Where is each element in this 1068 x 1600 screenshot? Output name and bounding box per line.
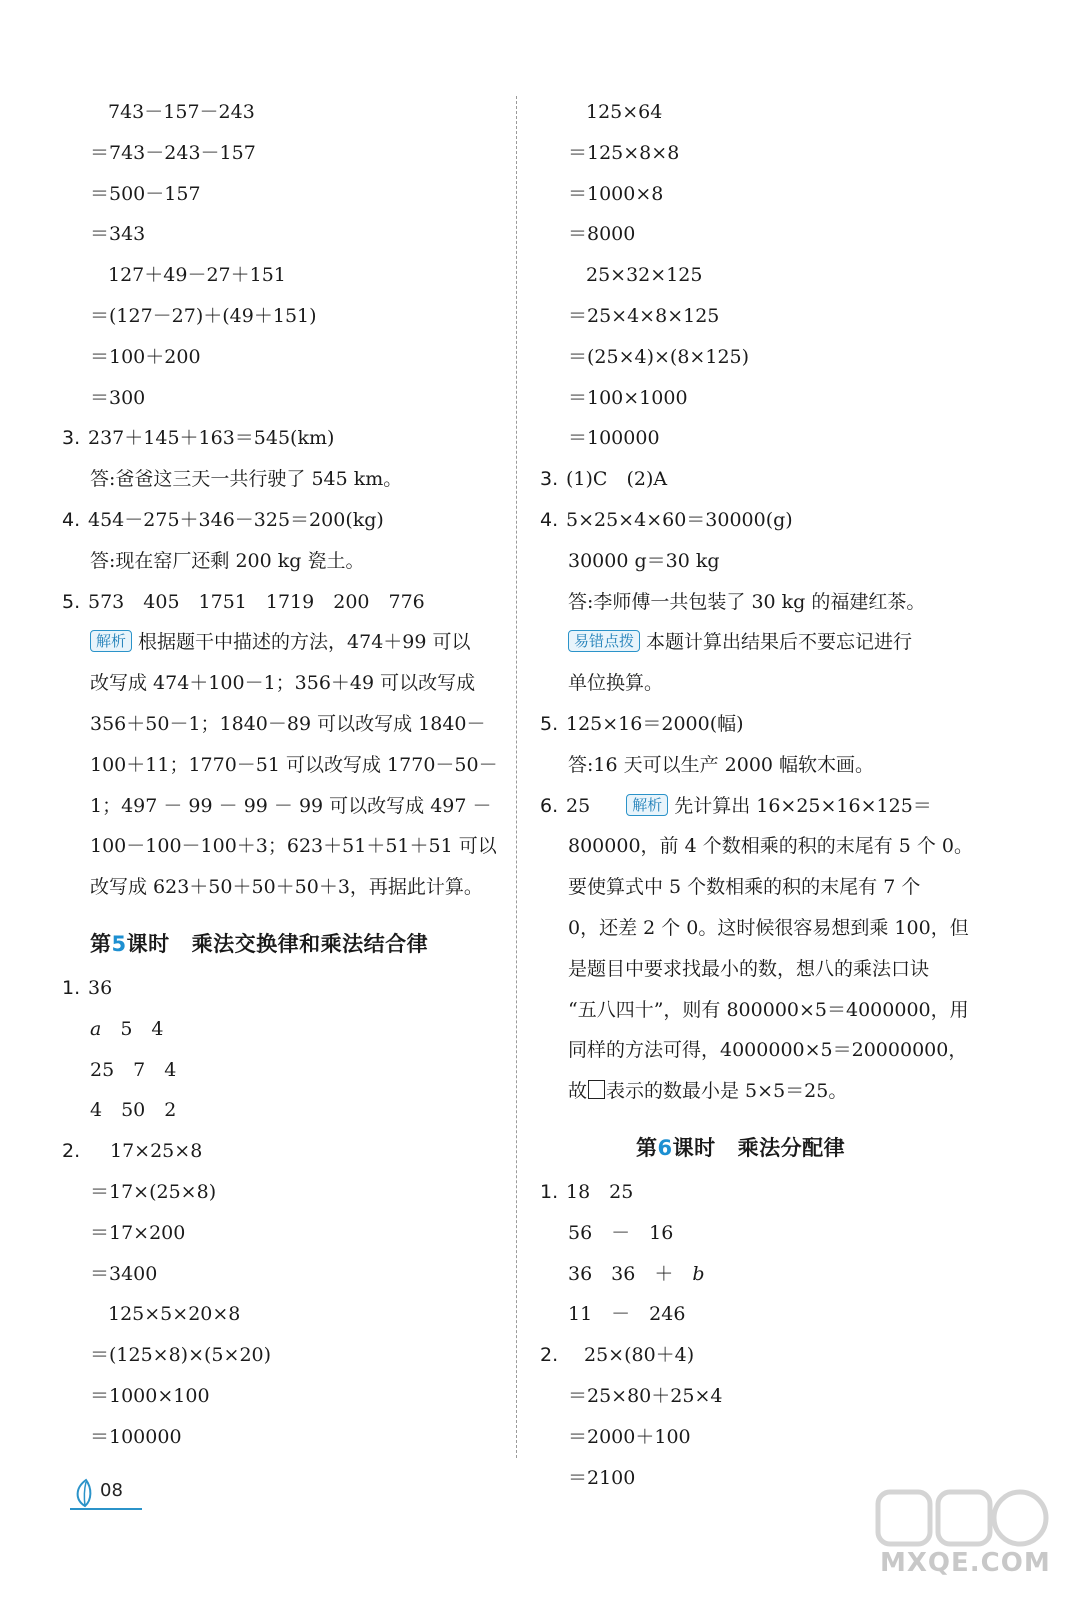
calc-block: [540, 92, 980, 255]
question-number: 5.: [62, 590, 81, 613]
heading-number: 6: [657, 1135, 673, 1160]
question-6: [540, 786, 980, 1112]
question-number: 5.: [540, 712, 559, 735]
answer-values: 36: [88, 976, 113, 999]
question-4: [62, 500, 512, 582]
heading-number: 5: [111, 931, 127, 956]
leaf-icon: [72, 1478, 98, 1508]
calc-line: ＝100＋200: [90, 345, 201, 368]
calc-line: ＝500－157: [90, 182, 201, 205]
answer-text: 答:现在窑厂还剩 200 kg 瓷土。: [90, 549, 365, 572]
analysis-line: [540, 1071, 980, 1112]
answer-row: 36 36 ＋ 𝑏: [568, 1262, 705, 1285]
calc-line: 25×32×125: [586, 264, 703, 287]
analysis-line: “五八四十”，则有 800000×5＝4000000，用: [568, 998, 969, 1021]
calc-line: ＝17×(25×8): [90, 1180, 217, 1203]
answer-values: (1)C (2)A: [566, 468, 668, 491]
calc-line: ＝100×1000: [568, 386, 688, 409]
question-4: [540, 500, 980, 704]
page-number: 08: [100, 1480, 123, 1501]
heading-suffix: 课时: [126, 931, 170, 956]
calc-line: ＝1000×8: [568, 182, 664, 205]
analysis-line: 根据题干中描述的方法，474＋99 可以: [138, 631, 471, 654]
calc-line: ＝100000: [568, 427, 660, 450]
question-number: 3.: [62, 427, 81, 450]
question-3: [540, 459, 980, 500]
answer-values: 25: [566, 794, 591, 817]
question-number: 1.: [540, 1180, 559, 1203]
calc-line: 17×25×8: [110, 1140, 203, 1163]
calc-block: [62, 92, 512, 255]
equation: 237＋145＋163＝545(km): [88, 427, 335, 450]
calc-line: ＝25×80＋25×4: [568, 1384, 723, 1407]
heading-title: 乘法分配律: [737, 1135, 846, 1160]
calc-line: ＝8000: [568, 223, 636, 246]
analysis-line: 356＋50－1；1840－89 可以改写成 1840－: [90, 712, 486, 735]
question-number: 3.: [540, 468, 559, 491]
question-number: 2.: [540, 1344, 559, 1367]
conversion-line: 30000 g＝30 kg: [568, 549, 720, 572]
calc-line: ＝1000×100: [90, 1384, 210, 1407]
calc-line: ＝100000: [90, 1425, 182, 1448]
analysis-line: 100＋11；1770－51 可以改写成 1770－50－: [90, 753, 498, 776]
calc-line: ＝125×8×8: [568, 141, 680, 164]
l6-question-1: [540, 1172, 980, 1335]
calc-line: 743－157－243: [108, 101, 255, 123]
calc-line: ＝743－243－157: [90, 141, 256, 164]
analysis-tag: 解析: [90, 630, 132, 652]
answer-text: 答:16 天可以生产 2000 幅软木画。: [568, 753, 875, 776]
column-divider: [516, 96, 517, 1458]
calc-line: 125×64: [586, 101, 663, 123]
calc-line: ＝2000＋100: [568, 1425, 691, 1448]
l5-question-2: [62, 1131, 512, 1457]
answer-values: 573 405 1751 1719 200 776: [88, 590, 425, 613]
watermark-text: MXQE.COM: [880, 1548, 1051, 1578]
calc-line: 127＋49－27＋151: [108, 264, 286, 287]
answer-text: 答:爸爸这三天一共行驶了 545 km。: [90, 468, 403, 491]
calc-line: ＝3400: [90, 1262, 158, 1285]
answer-text: 答:李师傅一共包装了 30 kg 的福建红茶。: [568, 590, 926, 613]
right-column: [540, 92, 980, 1498]
calc-line: ＝343: [90, 223, 146, 246]
equation: 454－275＋346－325＝200(kg): [88, 508, 384, 531]
question-5: [540, 704, 980, 786]
heading-title: 乘法交换律和乘法结合律: [191, 931, 429, 956]
answer-row: 25 7 4: [90, 1058, 177, 1081]
analysis-line: 同样的方法可得，4000000×5＝20000000，: [568, 1039, 968, 1062]
question-5: [62, 582, 512, 908]
answer-row: 56 － 16: [568, 1221, 674, 1244]
analysis-line: 1；497 － 99 － 99 － 99 可以改写成 497 －: [90, 794, 492, 817]
calc-line: ＝(127－27)＋(49＋151): [90, 304, 317, 327]
l6-question-2: [540, 1335, 980, 1498]
calc-line: ＝(25×4)×(8×125): [568, 345, 750, 368]
analysis-tag: 解析: [626, 794, 668, 816]
calc-line: 25×(80＋4): [584, 1344, 695, 1367]
heading-prefix: 第: [90, 931, 112, 956]
page-footer: [70, 1478, 142, 1510]
lesson-heading: [540, 1128, 980, 1168]
calc-line: ＝25×4×8×125: [568, 304, 720, 327]
question-number: 4.: [62, 508, 81, 531]
analysis-line: 800000，前 4 个数相乘的积的末尾有 5 个 0。: [568, 835, 973, 858]
analysis-line: 改写成 474＋100－1；356＋49 可以改写成: [90, 672, 476, 695]
calc-block: [540, 255, 980, 459]
question-3: [62, 418, 512, 500]
analysis-line: 要使算式中 5 个数相乘的积的末尾有 7 个: [568, 876, 921, 899]
question-number: 4.: [540, 508, 559, 531]
calc-line: ＝17×200: [90, 1221, 186, 1244]
analysis-line: 100－100－100＋3；623＋51＋51＋51 可以: [90, 835, 497, 858]
calc-line: ＝(125×8)×(5×20): [90, 1344, 272, 1367]
question-number: 1.: [62, 976, 81, 999]
l5-question-1: [62, 968, 512, 1131]
left-column: [62, 92, 512, 1458]
tip-line: 单位换算。: [568, 672, 664, 695]
answer-row: 4 50 2: [90, 1099, 177, 1122]
equation: 125×16＝2000(幅): [566, 712, 744, 735]
lesson-heading: [62, 924, 512, 964]
analysis-line: 改写成 623＋50＋50＋50＋3，再据此计算。: [90, 876, 483, 899]
answer-values: 18 25: [566, 1180, 634, 1203]
analysis-text: 故: [568, 1080, 588, 1103]
question-number: 2.: [62, 1140, 81, 1163]
answer-row: 11 － 246: [568, 1303, 686, 1326]
calc-line: ＝300: [90, 386, 146, 409]
analysis-line: 0，还差 2 个 0。这时候很容易想到乘 100，但: [568, 916, 969, 939]
answer-row: 𝑎 5 4: [90, 1017, 164, 1040]
heading-prefix: 第: [636, 1135, 658, 1160]
analysis-text: 表示的数最小是 5×5＝25。: [606, 1080, 848, 1103]
analysis-line: 是题目中要求找最小的数，想八的乘法口诀: [568, 957, 930, 980]
question-number: 6.: [540, 794, 559, 817]
blank-box-icon: [588, 1080, 605, 1099]
tip-tag: 易错点拨: [568, 630, 640, 652]
tip-line: 本题计算出结果后不要忘记进行: [646, 631, 913, 654]
equation: 5×25×4×60＝30000(g): [566, 508, 793, 531]
calc-line: ＝2100: [568, 1466, 636, 1489]
analysis-line: 先计算出 16×25×16×125＝: [674, 794, 932, 817]
calc-block: [62, 255, 512, 418]
calc-line: 125×5×20×8: [108, 1303, 241, 1326]
heading-suffix: 课时: [672, 1135, 716, 1160]
